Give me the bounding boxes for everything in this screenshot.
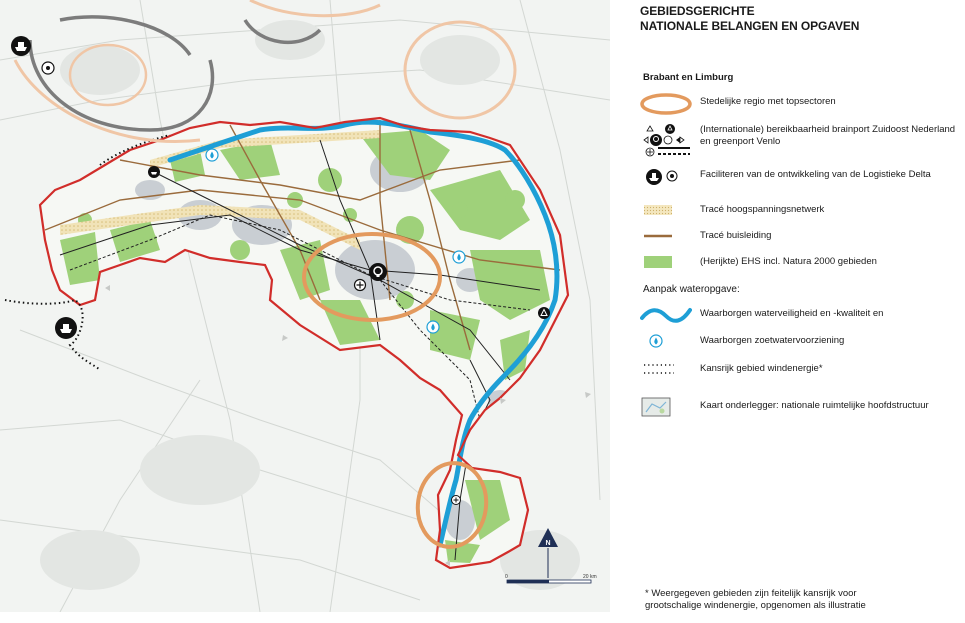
legend-item-stedelijke — [640, 92, 960, 120]
legend-item-waterveiligheid — [640, 304, 960, 332]
legend-item-buisleiding — [640, 226, 960, 254]
ship-legend-icon — [640, 165, 692, 193]
orange-ring-icon — [640, 92, 692, 120]
brainport-symbols-icon — [640, 120, 692, 162]
windenergie-dots-icon — [640, 359, 692, 387]
hoogspanning-swatch — [640, 200, 692, 228]
venlo-icon — [538, 307, 550, 319]
title-line-2: NATIONALE BELANGEN EN OPGAVEN — [640, 19, 860, 33]
footnote — [645, 588, 955, 612]
legend-label-hoogspanning: Tracé hoogspanningsnetwerk — [700, 204, 825, 215]
maastricht-airport-icon — [452, 496, 461, 505]
legend-title — [640, 4, 859, 34]
legend-label-zoetwater: Waarborgen zoetwatervoorziening — [700, 335, 845, 346]
legend-item-bereikbaarheid — [640, 120, 960, 162]
legend-section-heading: Brabant en Limburg — [643, 72, 734, 83]
airport-icon — [355, 280, 366, 291]
legend-label-stedelijke: Stedelijke regio met topsectoren — [700, 96, 836, 107]
ehs-swatch — [640, 252, 692, 280]
legend-label-waterveiligheid: Waarborgen waterveiligheid en -kwaliteit en — [700, 308, 884, 319]
legend-label-buisleiding: Tracé buisleiding — [700, 230, 772, 241]
water-wave-icon — [640, 304, 692, 332]
brainport-icon — [369, 263, 387, 281]
legend-item-hoogspanning — [640, 200, 960, 228]
legend-item-logistiek — [640, 165, 960, 193]
legend-label-onderlegger: Kaart onderlegger: nationale ruimtelijke hoofdstructuur — [700, 400, 929, 411]
water-drop-icon — [640, 331, 692, 359]
footnote-line-2: grootschalige windenergie, opgenomen als illustratie — [645, 600, 866, 611]
legend-item-onderlegger — [640, 396, 960, 424]
legend-label-ehs: (Herijkte) EHS incl. Natura 2000 gebieden — [700, 256, 877, 267]
map-thumbnail-icon — [640, 396, 692, 424]
legend-label-bereikbaarheid: (Internationale) bereikbaarheid brainport Zuidoost Nederland en greenport Venlo — [700, 124, 956, 147]
legend-item-windenergie — [640, 359, 960, 387]
scale-end-label: 20 km — [583, 574, 597, 580]
title-line-1: GEBIEDSGERICHTE — [640, 4, 755, 18]
legend-item-ehs — [640, 252, 960, 280]
buisleiding-line-swatch — [640, 226, 692, 254]
legend-label-logistiek: Faciliteren van de ontwikkeling van de Logistieke Delta — [700, 169, 931, 180]
footnote-line-1: * Weergegeven gebieden zijn feitelijk kansrijk voor — [645, 588, 857, 599]
water-heading: Aanpak wateropgave: — [643, 284, 740, 295]
north-label: N — [545, 540, 551, 547]
scale-start-label: 0 — [505, 574, 508, 580]
legend-item-zoetwater — [640, 331, 960, 359]
legend-label-windenergie: Kansrijk gebied windenergie* — [700, 363, 823, 374]
